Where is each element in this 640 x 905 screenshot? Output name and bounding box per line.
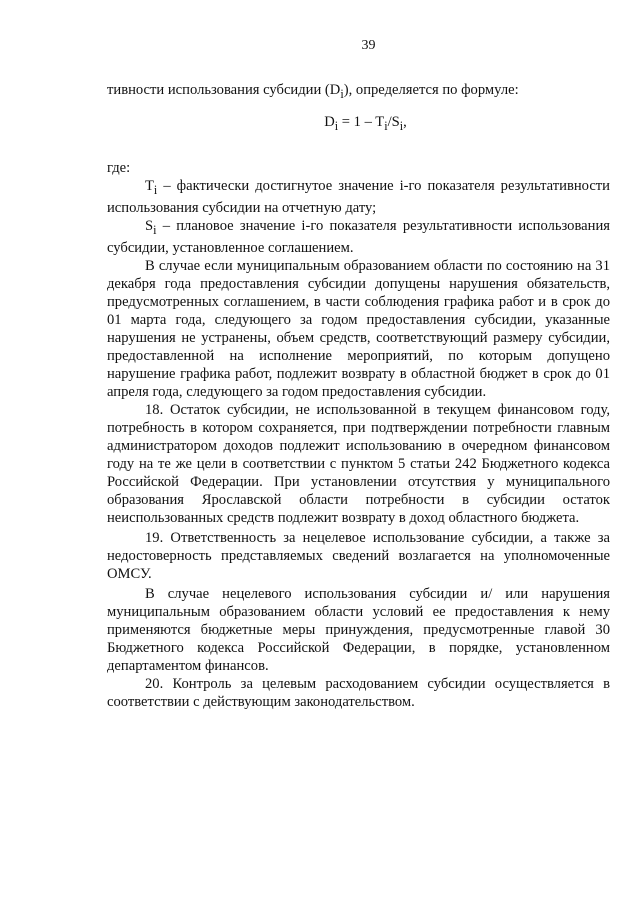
def-t-symbol: T (145, 177, 154, 194)
formula-end: , (403, 113, 407, 130)
intro-text: тивности использования субсидии (D (107, 82, 341, 98)
document-body (107, 81, 610, 711)
formula (107, 113, 610, 135)
intro-tail: ), определяется по формуле: (343, 82, 519, 98)
formula-s-sub: i (399, 118, 404, 133)
definition-s (107, 217, 610, 257)
paragraph-18: 18. Остаток субсидии, не использованной в текущем финансовом году, потребность в котором сохраняется, при подтверждении потребности главным администратором доходов подлежит использованию в очередном финансовом году на те же цели в соответствии с пунктом 5 статьи 242 Бюджетного кодекса Российской Федерации. При установлении отсутствия у муниципального образования Ярославской области потребности в субсидии остаток неиспользованных средств подлежит возврату в доход областного бюджета. (107, 401, 610, 526)
def-t-sub: i (153, 182, 158, 197)
definition-t (107, 177, 610, 217)
where-label: где: (107, 159, 131, 176)
def-s-text: – плановое значение i-го показателя результативности использования субсидии, установленное соглашением. (107, 217, 610, 256)
formula-eq: = 1 – T (338, 113, 385, 130)
paragraph-misuse: В случае нецелевого использования субсидии и/ или нарушения муниципальным образованием области условий ее предоставления к нему применяются бюджетные меры принуждения, предусмотренные главой 30 Бюджетного кодекса Российской Федерации, в порядке, установленном департаментом финансов. (107, 585, 610, 674)
def-t-text: – фактически достигнутое значение i-го показателя результативности использования субсидии на отчетную дату; (107, 177, 610, 216)
formula-t-sub: i (384, 118, 388, 133)
formula-slash: /S (387, 113, 400, 130)
paragraph-20: 20. Контроль за целевым расходованием субсидии осуществляется в соответствии с действующим законодательством. (107, 675, 610, 710)
def-s-symbol: S (145, 217, 154, 234)
paragraph-19: 19. Ответственность за нецелевое использование субсидии, а также за недостоверность представляемых сведений возлагается на уполномоченные ОМСУ. (107, 529, 610, 582)
formula-lhs-sub: i (334, 118, 339, 133)
formula-lhs: D (324, 113, 335, 130)
paragraph-violation: В случае если муниципальным образованием области по состоянию на 31 декабря года предоставления субсидии допущены нарушения обязательств, предусмотренных соглашением, в части соблюдения графика работ и в срок до 01 марта года, следующего за годом предоставления субсидии, указанные нарушения не устранены, объем средств, соответствующий размеру субсидии, предоставленной на исполнение мероприятий, по которым допущено нарушение графика работ, подлежит возврату в областной бюджет в срок до 01 апреля года, следующего за годом предоставления субсидии. (107, 257, 610, 400)
intro-line (107, 81, 610, 103)
intro-subscript: i (340, 86, 344, 101)
def-s-sub: i (153, 222, 157, 237)
page-number: 39 (361, 38, 376, 53)
